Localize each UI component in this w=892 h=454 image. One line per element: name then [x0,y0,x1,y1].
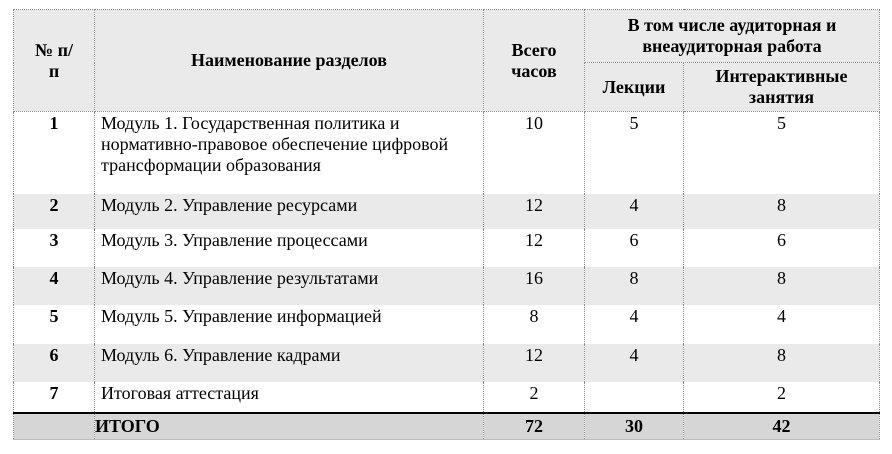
curriculum-table [13,9,880,440]
row-num: 2 [14,194,95,229]
row-hours: 8 [484,305,585,344]
row-lectures: 5 [585,112,684,194]
row-name: Модуль 3. Управление процессами [95,229,484,267]
row-hours: 2 [484,382,585,413]
row-name: Модуль 5. Управление информацией [95,305,484,344]
row-interactive: 4 [684,305,880,344]
total-hours: 72 [484,413,585,440]
row-num: 4 [14,267,95,305]
row-num: 6 [14,344,95,382]
row-num: 5 [14,305,95,344]
table-row [14,382,880,413]
row-name: Модуль 4. Управление результатами [95,267,484,305]
row-interactive: 8 [684,194,880,229]
num-header: № п/п [14,10,95,112]
row-interactive: 2 [684,382,880,413]
lectures-header: Лекции [585,63,684,112]
row-interactive: 8 [684,344,880,382]
row-lectures [585,382,684,413]
row-lectures: 4 [585,344,684,382]
total-num-cell [14,413,95,440]
row-num: 7 [14,382,95,413]
row-interactive: 6 [684,229,880,267]
row-lectures: 8 [585,267,684,305]
total-row [14,413,880,440]
row-name: Итоговая аттестация [95,382,484,413]
row-hours: 12 [484,194,585,229]
row-hours: 10 [484,112,585,194]
row-name: Модуль 2. Управление ресурсами [95,194,484,229]
row-hours: 16 [484,267,585,305]
total-label: ИТОГО [95,413,484,440]
row-name: Модуль 1. Государственная политика и нормативно-правовое обеспечение цифровой трансформации образования [95,112,484,194]
interactive-header: Интерактивные занятия [684,63,880,112]
row-lectures: 6 [585,229,684,267]
row-lectures: 4 [585,305,684,344]
group-header: В том числе аудиторная и внеаудиторная работа [585,10,880,63]
table-row [14,229,880,267]
table-row [14,112,880,194]
row-lectures: 4 [585,194,684,229]
total-interactive: 42 [684,413,880,440]
table-row [14,267,880,305]
row-hours: 12 [484,344,585,382]
row-num: 3 [14,229,95,267]
row-name: Модуль 6. Управление кадрами [95,344,484,382]
name-header: Наименование разделов [95,10,484,112]
row-interactive: 5 [684,112,880,194]
row-num: 1 [14,112,95,194]
total-lectures: 30 [585,413,684,440]
row-interactive: 8 [684,267,880,305]
total-hours-header: Всего часов [484,10,585,112]
table-row [14,344,880,382]
table-row [14,305,880,344]
row-hours: 12 [484,229,585,267]
table-row [14,194,880,229]
